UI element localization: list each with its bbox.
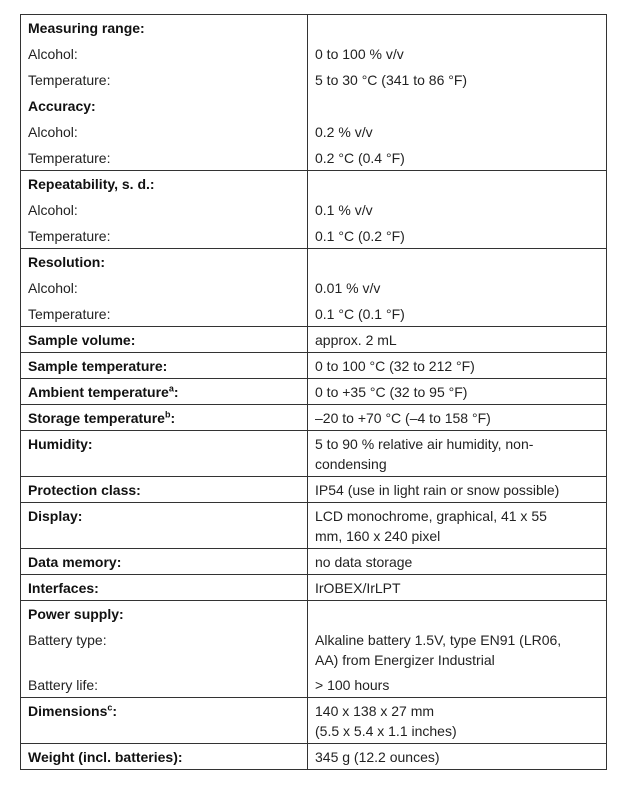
resolution-label: Resolution: (21, 249, 308, 275)
dimensions-label-text: Dimensions (28, 703, 108, 719)
humidity-label: Humidity: (21, 431, 308, 477)
display-value (308, 503, 607, 549)
display-value-line2: mm, 160 x 240 pixel (315, 528, 441, 544)
label-colon: : (170, 410, 176, 426)
resolution-alcohol-label: Alcohol: (21, 275, 308, 301)
storage-temperature-label-text: Storage temperature (28, 410, 165, 426)
protection-class-value: IP54 (use in light rain or snow possible) (308, 477, 607, 503)
accuracy-label: Accuracy: (21, 93, 308, 119)
measuring-range-temperature-label: Temperature: (21, 67, 308, 93)
table-row (21, 698, 607, 744)
dimensions-value-line1: 140 x 138 x 27 mm (315, 703, 435, 719)
battery-type-value (308, 627, 607, 672)
label-colon: : (112, 703, 118, 719)
table-row (21, 672, 607, 698)
measuring-range-label: Measuring range: (21, 15, 308, 41)
table-row (21, 41, 607, 67)
resolution-alcohol-value: 0.01 % v/v (308, 275, 607, 301)
repeatability-temperature-value: 0.1 °C (0.2 °F) (308, 223, 607, 249)
accuracy-value-empty (308, 93, 607, 119)
table-row (21, 627, 607, 672)
repeatability-alcohol-value: 0.1 % v/v (308, 197, 607, 223)
accuracy-temperature-label: Temperature: (21, 145, 308, 171)
ambient-temperature-label-text: Ambient temperature (28, 384, 169, 400)
table-row (21, 197, 607, 223)
battery-type-label: Battery type: (21, 627, 308, 672)
power-supply-label: Power supply: (21, 601, 308, 627)
accuracy-alcohol-value: 0.2 % v/v (308, 119, 607, 145)
battery-type-value-line2: AA) from Energizer Industrial (315, 651, 495, 668)
storage-temperature-value: –20 to +70 °C (–4 to 158 °F) (308, 405, 607, 431)
protection-class-label: Protection class: (21, 477, 308, 503)
table-row (21, 301, 607, 327)
resolution-header-row (21, 249, 607, 275)
power-supply-header-row (21, 601, 607, 627)
table-row (21, 145, 607, 171)
repeatability-value-empty (308, 171, 607, 197)
repeatability-header-row (21, 171, 607, 197)
interfaces-value: IrOBEX/IrLPT (308, 575, 607, 601)
measuring-range-alcohol-label: Alcohol: (21, 41, 308, 67)
table-row (21, 744, 607, 770)
footnote-marker: a (168, 383, 174, 394)
specifications-table (20, 14, 607, 770)
accuracy-temperature-value: 0.2 °C (0.4 °F) (308, 145, 607, 171)
display-label: Display: (21, 503, 308, 549)
repeatability-alcohol-label: Alcohol: (21, 197, 308, 223)
battery-life-value: > 100 hours (308, 672, 607, 698)
table-row (21, 431, 607, 477)
sample-temperature-label: Sample temperature: (21, 353, 308, 379)
measuring-range-value-empty (308, 15, 607, 41)
table-row (21, 327, 607, 353)
measuring-range-alcohol-value: 0 to 100 % v/v (308, 41, 607, 67)
measuring-range-temperature-value: 5 to 30 °C (341 to 86 °F) (308, 67, 607, 93)
dimensions-label (21, 698, 308, 744)
footnote-marker: c (107, 702, 113, 713)
repeatability-label: Repeatability, s. d.: (21, 171, 308, 197)
dimensions-value-line2: (5.5 x 5.4 x 1.1 inches) (315, 723, 457, 739)
table-row (21, 575, 607, 601)
ambient-temperature-label (21, 379, 308, 405)
data-memory-value: no data storage (308, 549, 607, 575)
weight-value: 345 g (12.2 ounces) (308, 744, 607, 770)
accuracy-alcohol-label: Alcohol: (21, 119, 308, 145)
interfaces-label: Interfaces: (21, 575, 308, 601)
data-memory-label: Data memory: (21, 549, 308, 575)
power-supply-value-empty (308, 601, 607, 627)
table-row (21, 223, 607, 249)
sample-temperature-value: 0 to 100 °C (32 to 212 °F) (308, 353, 607, 379)
battery-life-label: Battery life: (21, 672, 308, 698)
table-row (21, 275, 607, 301)
resolution-temperature-value: 0.1 °C (0.1 °F) (308, 301, 607, 327)
table-row (21, 477, 607, 503)
footnote-marker: b (164, 409, 171, 420)
table-row (21, 405, 607, 431)
humidity-value-line2: condensing (315, 456, 387, 472)
humidity-value (308, 431, 607, 477)
sample-volume-label: Sample volume: (21, 327, 308, 353)
accuracy-header-row (21, 93, 607, 119)
battery-type-value-line1: Alkaline battery 1.5V, type EN91 (LR06, (315, 631, 562, 648)
measuring-range-header-row (21, 15, 607, 41)
weight-label: Weight (incl. batteries): (21, 744, 308, 770)
table-row (21, 119, 607, 145)
repeatability-temperature-label: Temperature: (21, 223, 308, 249)
resolution-value-empty (308, 249, 607, 275)
label-colon: : (173, 384, 179, 400)
table-row (21, 379, 607, 405)
sample-volume-value: approx. 2 mL (308, 327, 607, 353)
table-row (21, 353, 607, 379)
table-row (21, 549, 607, 575)
table-row (21, 67, 607, 93)
humidity-value-line1: 5 to 90 % relative air humidity, non- (315, 436, 534, 452)
resolution-temperature-label: Temperature: (21, 301, 308, 327)
ambient-temperature-value: 0 to +35 °C (32 to 95 °F) (308, 379, 607, 405)
display-value-line1: LCD monochrome, graphical, 41 x 55 (315, 508, 547, 524)
storage-temperature-label (21, 405, 308, 431)
dimensions-value (308, 698, 607, 744)
table-row (21, 503, 607, 549)
